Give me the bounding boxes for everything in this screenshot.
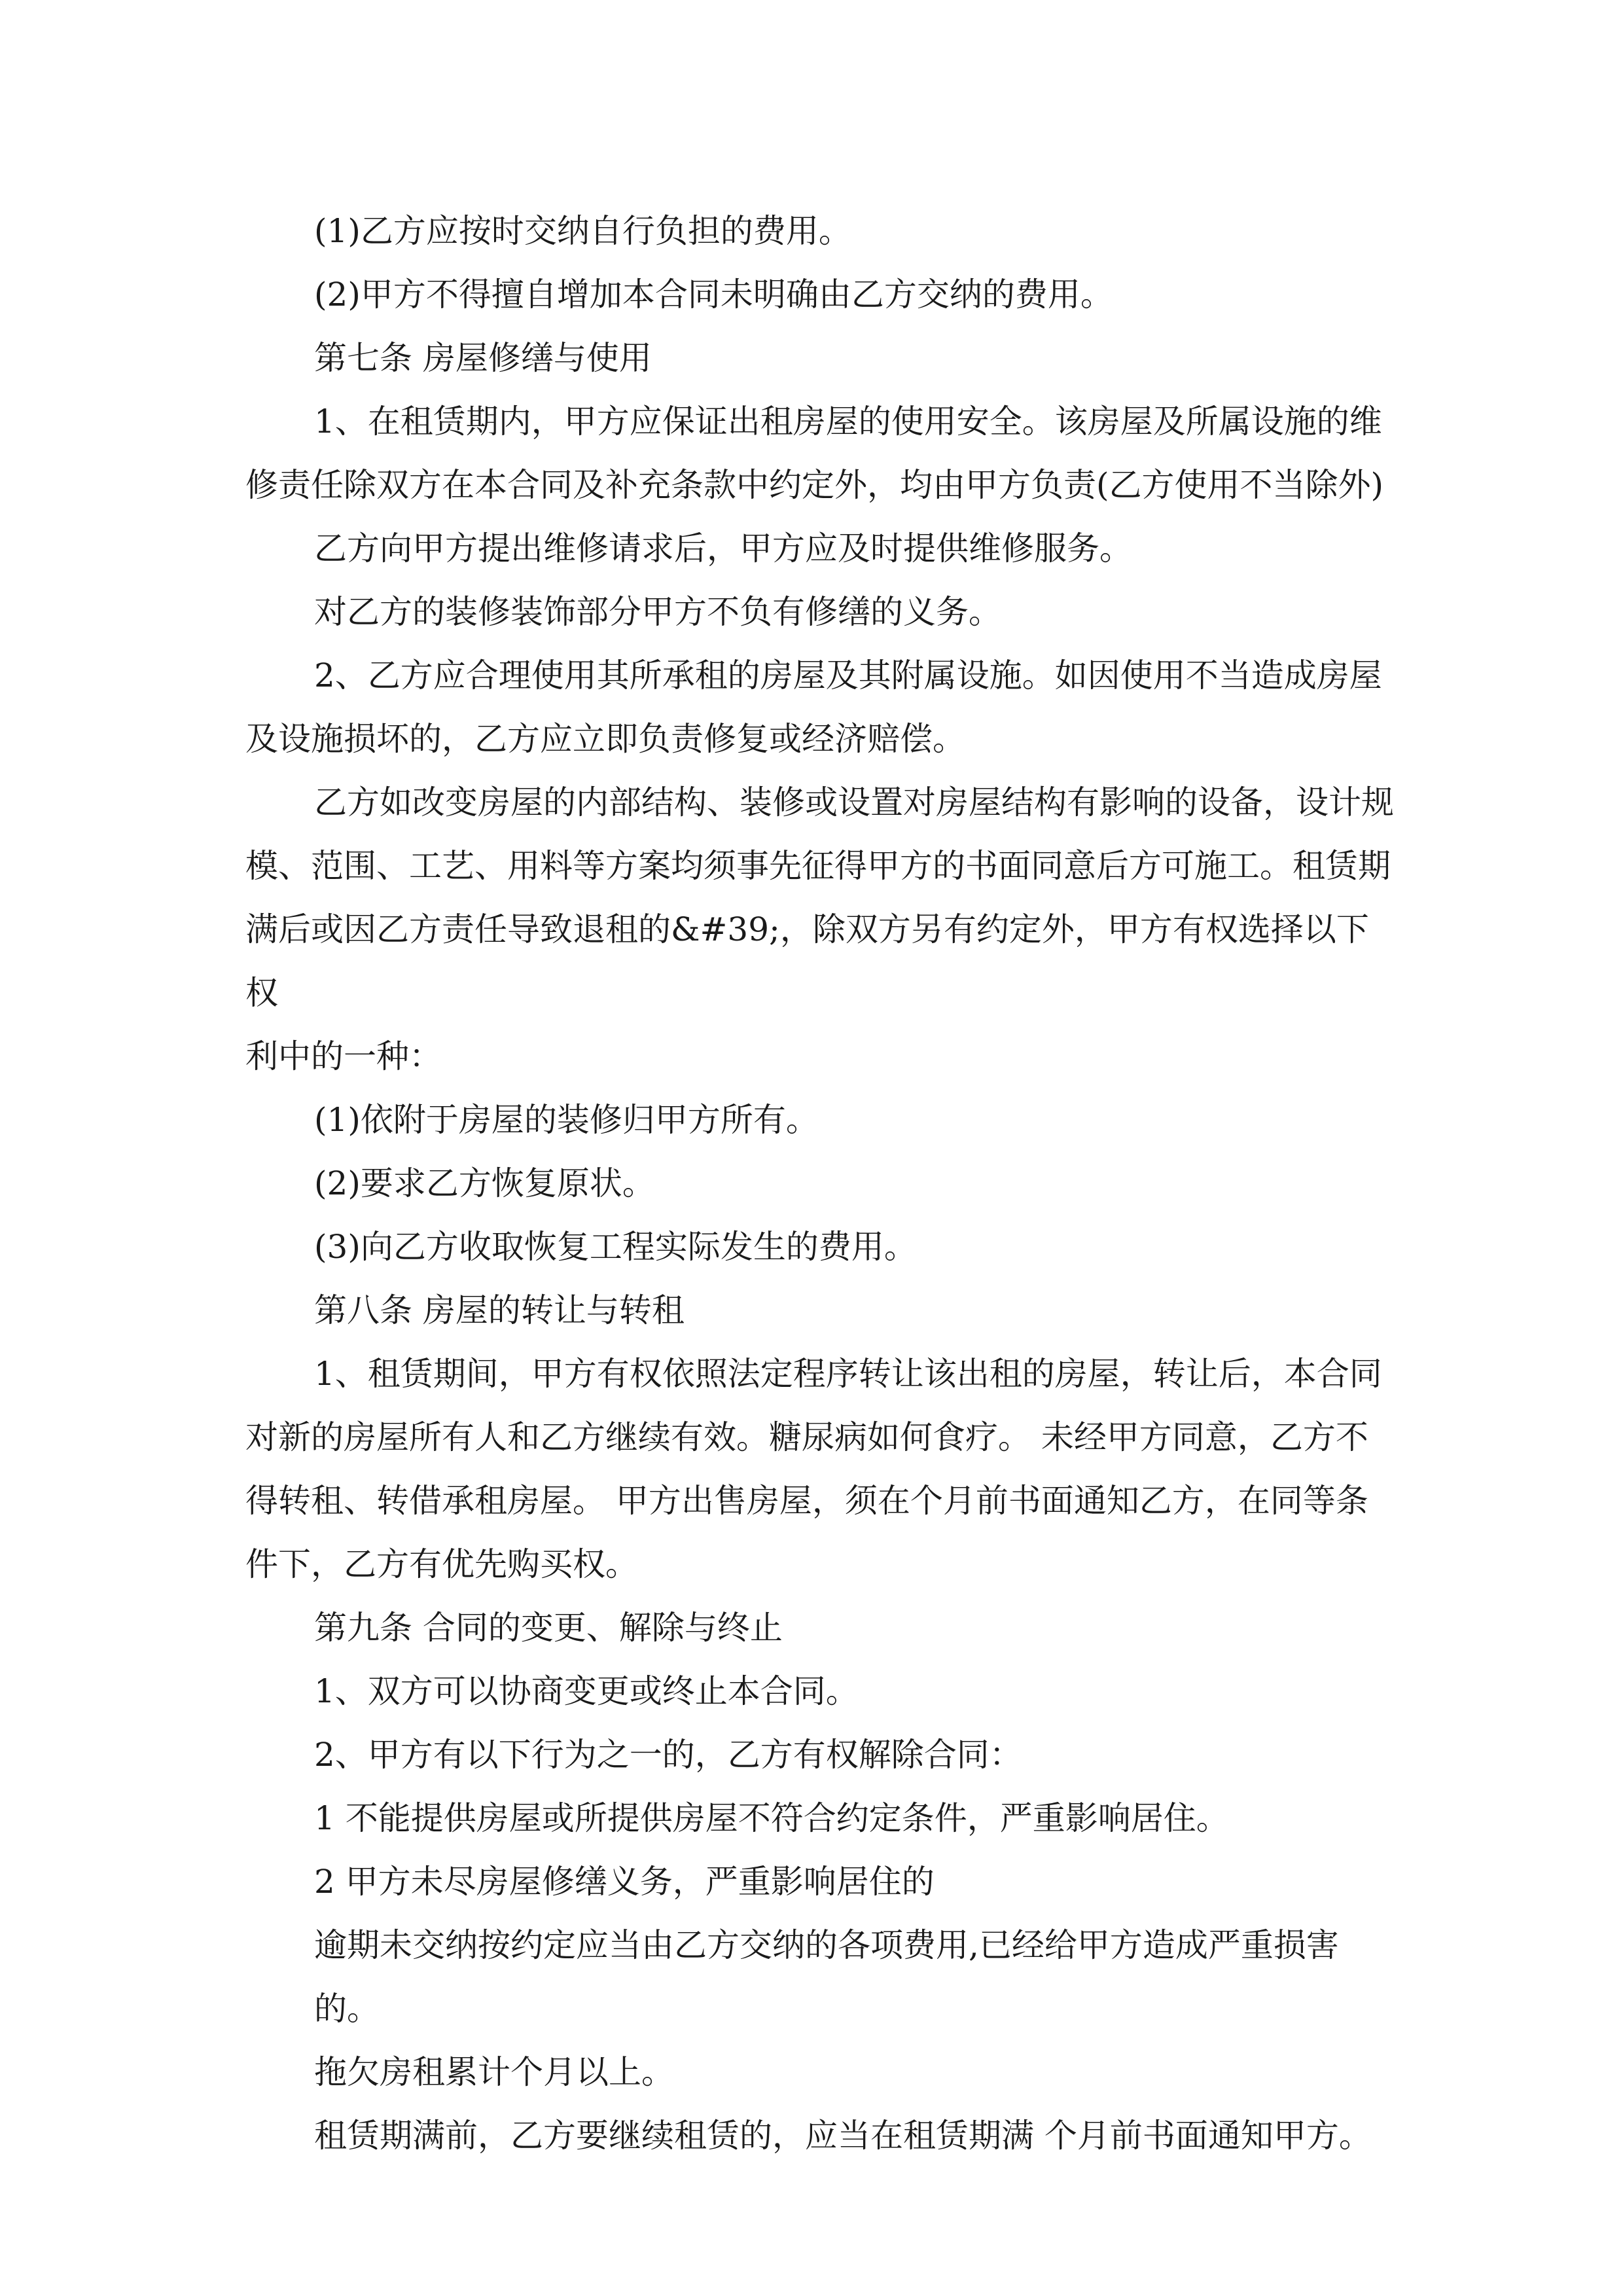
text-line: (1)乙方应按时交纳自行负担的费用。	[314, 212, 851, 250]
text-line: 对乙方的装修装饰部分甲方不负有修缮的义务。	[314, 593, 1001, 631]
text-line: (2)甲方不得擅自增加本合同未明确由乙方交纳的费用。	[314, 276, 1113, 314]
text-line: (3)向乙方收取恢复工程实际发生的费用。	[314, 1228, 917, 1266]
text-line: 1、双方可以协商变更或终止本合同。	[314, 1672, 859, 1710]
text-line: 利中的一种：	[245, 1037, 442, 1075]
text-line: 模、范围、工艺、用料等方案均须事先征得甲方的书面同意后方可施工。租赁期	[245, 847, 1391, 885]
section-heading: 第九条 合同的变更、解除与终止	[314, 1609, 783, 1647]
text-line: (1)依附于房屋的装修归甲方所有。	[314, 1101, 819, 1139]
text-line: (2)要求乙方恢复原状。	[314, 1164, 655, 1202]
text-line: 逾期未交纳按约定应当由乙方交纳的各项费用,已经给甲方造成严重损害的。	[314, 1926, 1339, 2028]
text-line: 1、在租赁期内，甲方应保证出租房屋的使用安全。该房屋及所属设施的维	[314, 403, 1382, 440]
text-line: 及设施损坏的，乙方应立即负责修复或经济赔偿。	[245, 720, 965, 758]
text-line: 2、乙方应合理使用其所承租的房屋及其附属设施。如因使用不当造成房屋	[314, 656, 1382, 694]
text-line: 拖欠房租累计个月以上。	[314, 2053, 674, 2091]
text-line: 租赁期满前，乙方要继续租赁的，应当在租赁期满 个月前书面通知甲方。	[314, 2117, 1372, 2155]
text-line: 满后或因乙方责任导致退租的&#39;，除双方另有约定外，甲方有权选择以下权	[245, 910, 1369, 1012]
text-line: 修责任除双方在本合同及补充条款中约定外，均由甲方负责(乙方使用不当除外)	[245, 466, 1384, 504]
text-line: 1 不能提供房屋或所提供房屋不符合约定条件，严重影响居住。	[314, 1799, 1229, 1837]
text-line: 得转租、转借承租房屋。 甲方出售房屋，须在个月前书面通知乙方，在同等条	[245, 1482, 1368, 1520]
section-heading: 第七条 房屋修缮与使用	[314, 339, 652, 377]
text-line: 乙方如改变房屋的内部结构、装修或设置对房屋结构有影响的设备，设计规	[314, 783, 1394, 821]
text-line: 2 甲方未尽房屋修缮义务，严重影响居住的	[314, 1863, 935, 1901]
text-line: 2、甲方有以下行为之一的，乙方有权解除合同：	[314, 1736, 1022, 1774]
text-line: 件下，乙方有优先购买权。	[245, 1545, 638, 1583]
text-line: 1、租赁期间，甲方有权依照法定程序转让该出租的房屋，转让后，本合同	[314, 1355, 1382, 1393]
text-line: 对新的房屋所有人和乙方继续有效。糖尿病如何食疗。 未经甲方同意，乙方不	[245, 1418, 1368, 1456]
text-line: 乙方向甲方提出维修请求后，甲方应及时提供维修服务。	[314, 529, 1132, 567]
section-heading: 第八条 房屋的转让与转租	[314, 1291, 685, 1329]
document-body	[245, 200, 1397, 2168]
